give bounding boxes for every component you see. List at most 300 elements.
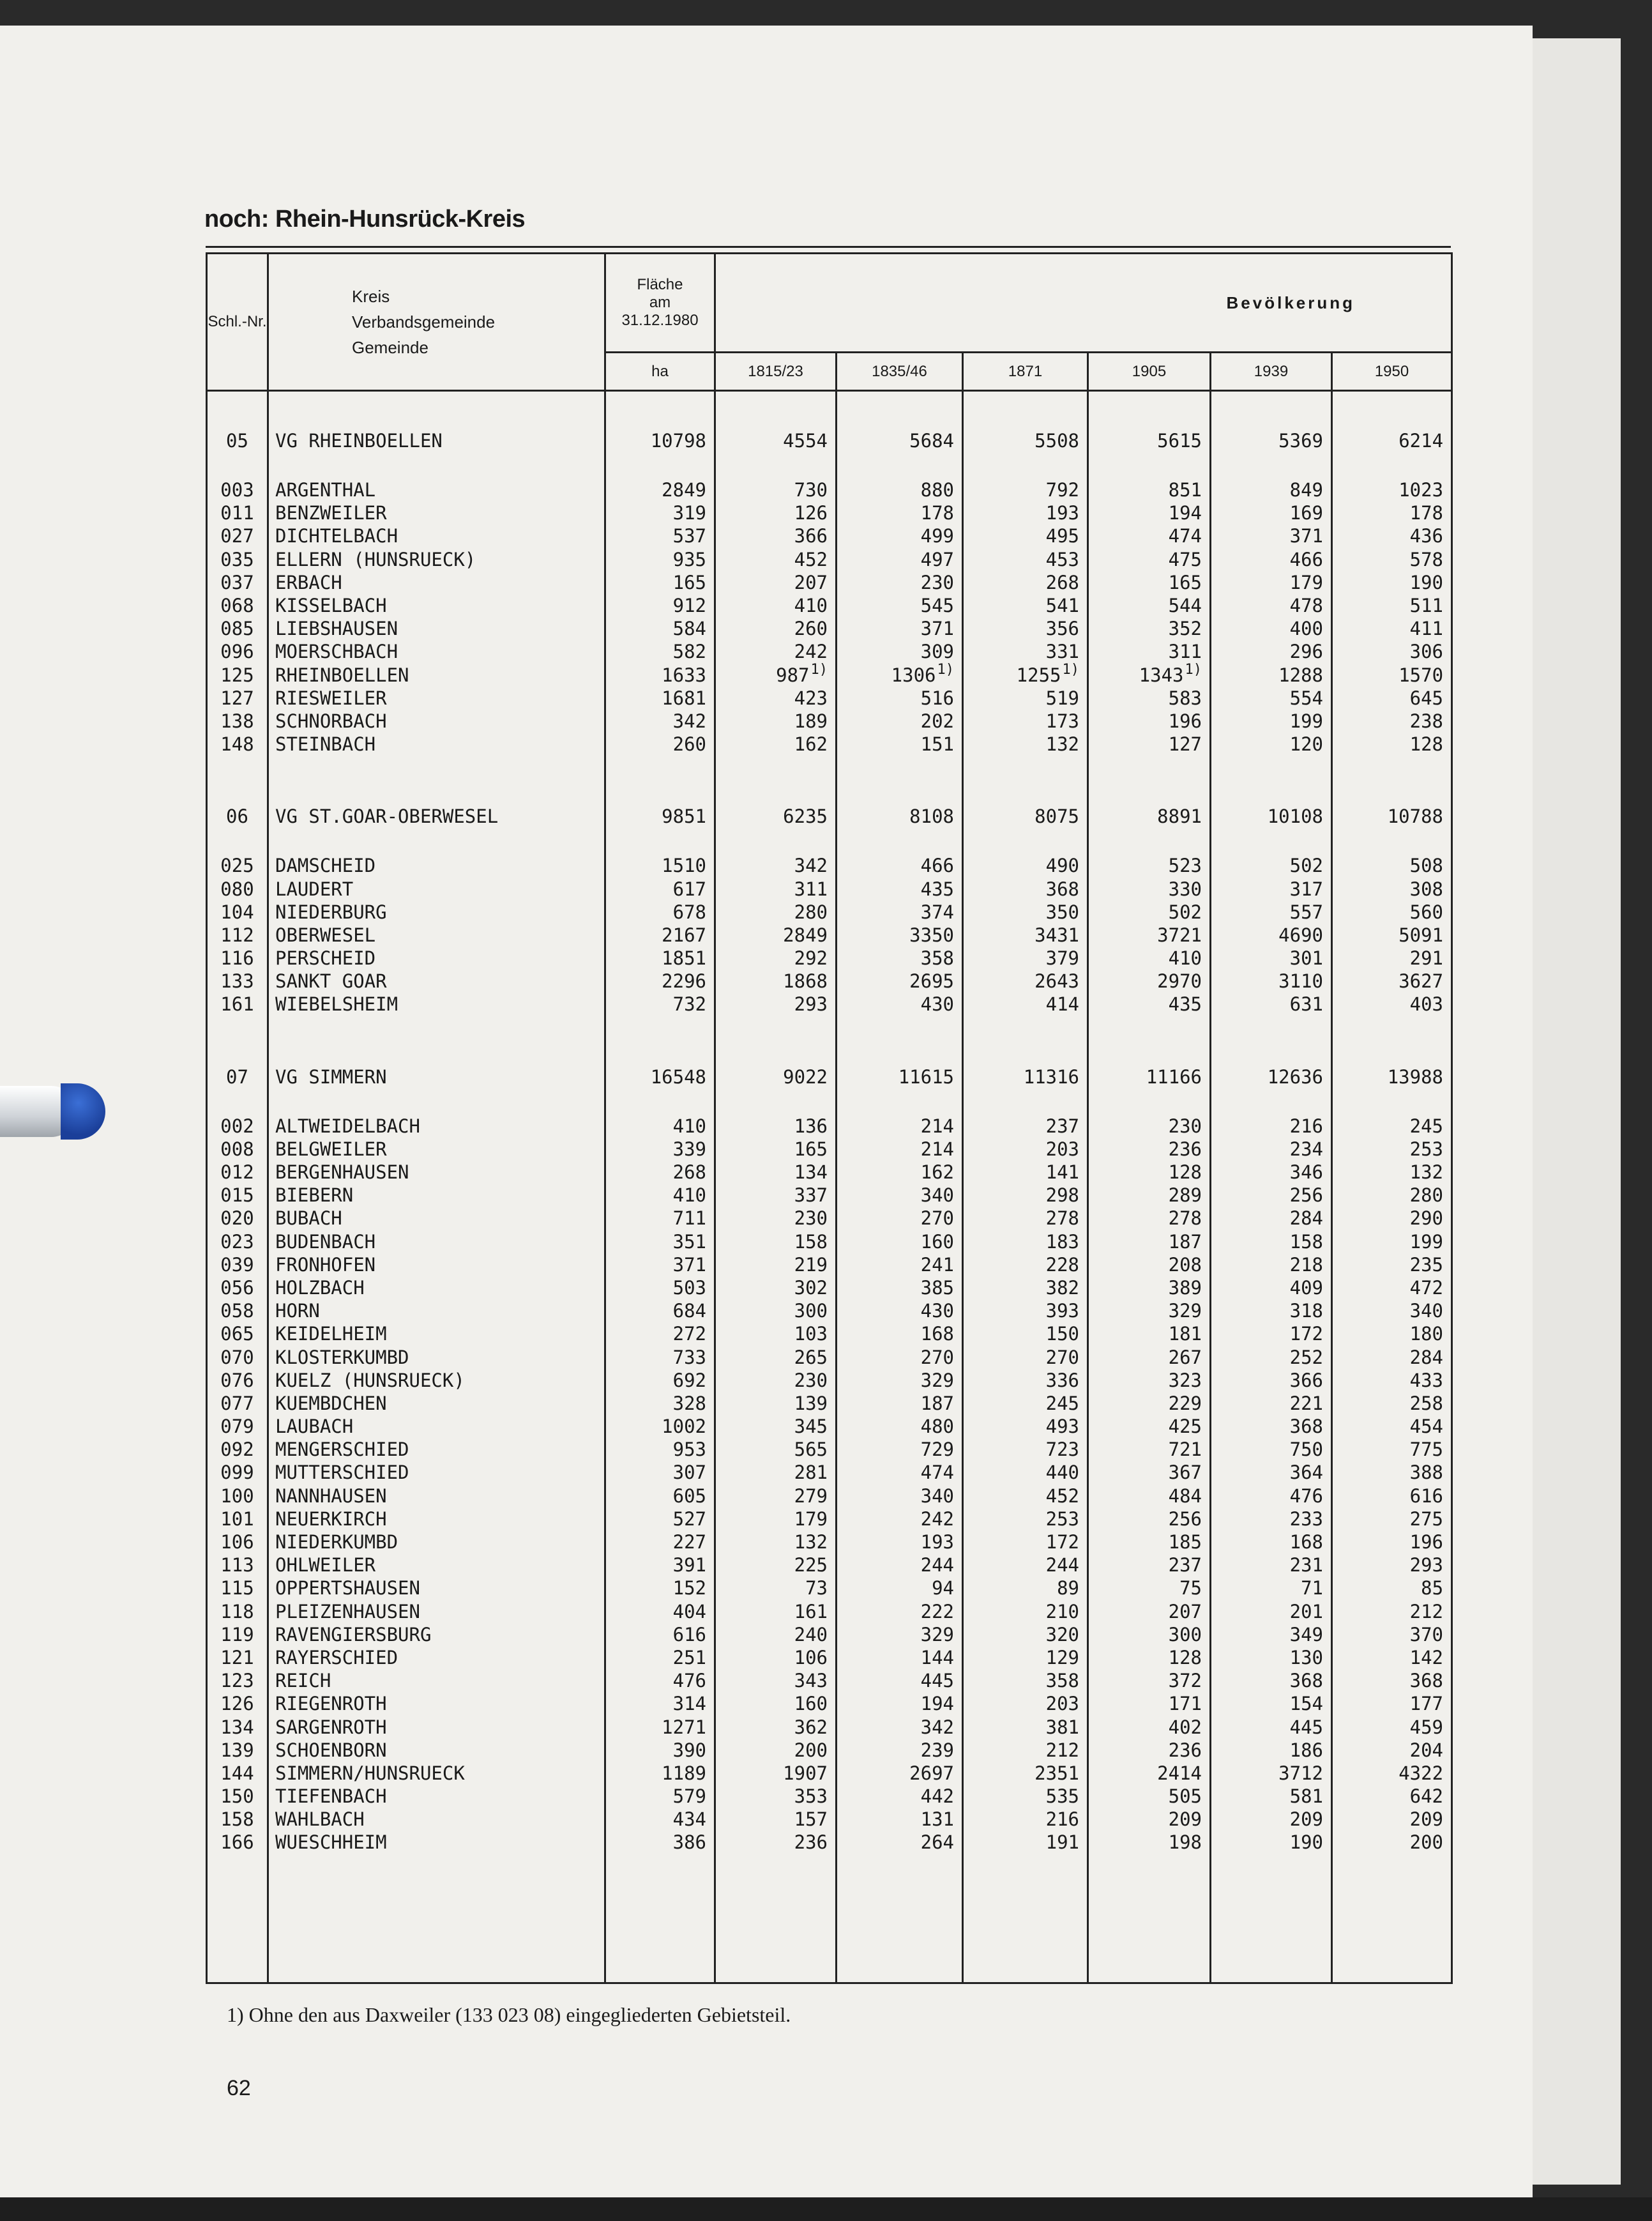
blank-cell [268, 1854, 605, 1983]
name-cell: KLOSTERKUMBD [268, 1345, 605, 1368]
schl-nr-cell: 077 [207, 1392, 268, 1415]
value-cell: 128 [1088, 1646, 1211, 1669]
value-cell: 2643 [963, 970, 1088, 993]
value-cell: 165 [605, 571, 715, 594]
value-cell: 309 [837, 640, 963, 663]
name-cell: MOERSCHBACH [268, 640, 605, 663]
value-cell: 203 [963, 1692, 1088, 1715]
value-cell: 391 [605, 1553, 715, 1576]
value-cell: 200 [1332, 1831, 1452, 1854]
schl-nr-cell: 002 [207, 1115, 268, 1138]
table-row [207, 1415, 1452, 1438]
value-cell: 484 [1088, 1484, 1211, 1507]
schl-nr-cell: 008 [207, 1138, 268, 1161]
value-cell: 132 [963, 733, 1088, 756]
value-cell: 935 [605, 548, 715, 571]
value-cell: 221 [1211, 1392, 1332, 1415]
blank-cell [605, 455, 715, 478]
value-cell: 346 [1211, 1161, 1332, 1184]
value-cell: 207 [715, 571, 837, 594]
value-cell: 1255$^{1)}$ [963, 664, 1088, 687]
value-cell: 435 [837, 877, 963, 900]
blank-cell [1332, 831, 1452, 854]
value-cell: 723 [963, 1438, 1088, 1461]
spacer-row [207, 455, 1452, 478]
schl-nr-cell: 027 [207, 524, 268, 547]
value-cell: 268 [963, 571, 1088, 594]
name-cell: ELLERN (HUNSRUECK) [268, 548, 605, 571]
blank-cell [605, 391, 715, 427]
table-row [207, 1530, 1452, 1553]
spacer-row [207, 831, 1452, 854]
value-cell: 9022 [715, 1062, 837, 1092]
value-cell: 1681 [605, 687, 715, 710]
value-cell: 244 [837, 1553, 963, 1576]
value-cell: 298 [963, 1184, 1088, 1207]
value-cell: 775 [1332, 1438, 1452, 1461]
value-cell: 502 [1088, 901, 1211, 924]
value-cell: 490 [963, 854, 1088, 877]
value-cell: 204 [1332, 1739, 1452, 1762]
value-cell: 193 [963, 501, 1088, 524]
value-cell: 368 [1211, 1669, 1332, 1692]
value-cell: 240 [715, 1623, 837, 1646]
schl-nr-cell: 096 [207, 640, 268, 663]
schl-nr-cell: 118 [207, 1600, 268, 1623]
blank-cell [268, 391, 605, 427]
vg-row [207, 802, 1452, 831]
value-cell: 320 [963, 1623, 1088, 1646]
value-cell: 302 [715, 1276, 837, 1299]
value-cell: 2849 [605, 478, 715, 501]
schl-nr-cell: 115 [207, 1576, 268, 1599]
name-cell: SARGENROTH [268, 1715, 605, 1738]
value-cell: 912 [605, 594, 715, 617]
value-cell: 318 [1211, 1299, 1332, 1322]
pen-cap [61, 1083, 105, 1140]
name-cell: BENZWEILER [268, 501, 605, 524]
blank-cell [1211, 1092, 1332, 1115]
value-cell: 368 [963, 877, 1088, 900]
value-cell: 181 [1088, 1322, 1211, 1345]
value-cell: 199 [1332, 1230, 1452, 1253]
value-cell: 319 [605, 501, 715, 524]
blank-cell [207, 1016, 268, 1062]
value-cell: 2849 [715, 924, 837, 947]
blank-cell [268, 1092, 605, 1115]
value-cell: 442 [837, 1785, 963, 1808]
value-cell: 423 [715, 687, 837, 710]
value-cell: 239 [837, 1739, 963, 1762]
value-cell: 430 [837, 1299, 963, 1322]
table-row [207, 1230, 1452, 1253]
value-cell: 453 [963, 548, 1088, 571]
value-cell: 139 [715, 1392, 837, 1415]
blank-cell [1332, 455, 1452, 478]
value-cell: 216 [1211, 1115, 1332, 1138]
value-cell: 3627 [1332, 970, 1452, 993]
value-cell: 120 [1211, 733, 1332, 756]
table-row [207, 1461, 1452, 1484]
schl-nr-cell: 037 [207, 571, 268, 594]
value-cell: 230 [1088, 1115, 1211, 1138]
value-cell: 366 [715, 524, 837, 547]
value-cell: 267 [1088, 1345, 1211, 1368]
value-cell: 253 [1332, 1138, 1452, 1161]
table-row [207, 901, 1452, 924]
value-cell: 1510 [605, 854, 715, 877]
table-row [207, 733, 1452, 756]
header-schl-nr: Schl.-Nr. [207, 254, 268, 391]
value-cell: 1271 [605, 1715, 715, 1738]
blank-cell [207, 1854, 268, 1983]
table-row [207, 924, 1452, 947]
value-cell: 253 [963, 1507, 1088, 1530]
value-cell: 228 [963, 1253, 1088, 1276]
schl-nr-cell: 012 [207, 1161, 268, 1184]
table-row [207, 1392, 1452, 1415]
name-cell: VG SIMMERN [268, 1062, 605, 1092]
value-cell: 358 [963, 1669, 1088, 1692]
value-cell: 2167 [605, 924, 715, 947]
value-cell: 127 [1088, 733, 1211, 756]
value-cell: 251 [605, 1646, 715, 1669]
value-cell: 13988 [1332, 1062, 1452, 1092]
value-cell: 2414 [1088, 1762, 1211, 1785]
value-cell: 201 [1211, 1600, 1332, 1623]
table-row [207, 970, 1452, 993]
blank-cell [207, 831, 268, 854]
header-kreis-line: Gemeinde [352, 338, 428, 357]
value-cell: 554 [1211, 687, 1332, 710]
schl-nr-cell: 158 [207, 1808, 268, 1831]
value-cell: 265 [715, 1345, 837, 1368]
value-cell: 212 [963, 1739, 1088, 1762]
value-cell: 403 [1332, 993, 1452, 1016]
spacer-row [207, 756, 1452, 802]
value-cell: 173 [963, 710, 1088, 733]
value-cell: 527 [605, 1507, 715, 1530]
value-cell: 3721 [1088, 924, 1211, 947]
value-cell: 342 [605, 710, 715, 733]
value-cell: 472 [1332, 1276, 1452, 1299]
value-cell: 214 [837, 1115, 963, 1138]
name-cell: DAMSCHEID [268, 854, 605, 877]
blank-cell [963, 756, 1088, 802]
value-cell: 258 [1332, 1392, 1452, 1415]
table-row [207, 993, 1452, 1016]
value-cell: 10108 [1211, 802, 1332, 831]
blank-cell [1088, 391, 1211, 427]
value-cell: 234 [1211, 1138, 1332, 1161]
value-cell: 466 [1211, 548, 1332, 571]
value-cell: 616 [1332, 1484, 1452, 1507]
population-table [206, 252, 1453, 1984]
header-year: 1815/23 [715, 353, 837, 391]
value-cell: 353 [715, 1785, 837, 1808]
name-cell: REICH [268, 1669, 605, 1692]
value-cell: 459 [1332, 1715, 1452, 1738]
value-cell: 308 [1332, 877, 1452, 900]
table-row [207, 854, 1452, 877]
schl-nr-cell: 112 [207, 924, 268, 947]
name-cell: OPPERTSHAUSEN [268, 1576, 605, 1599]
name-cell: SCHOENBORN [268, 1739, 605, 1762]
blank-cell [963, 1854, 1088, 1983]
blank-cell [1332, 1092, 1452, 1115]
blank-cell [1088, 455, 1211, 478]
spacer-row [207, 1092, 1452, 1115]
value-cell: 371 [1211, 524, 1332, 547]
header-bevoelkerung: Bevölkerung [715, 254, 1452, 353]
name-cell: KUEMBDCHEN [268, 1392, 605, 1415]
blank-cell [1088, 1854, 1211, 1983]
page-heading: noch: Rhein-Hunsrück-Kreis [204, 206, 526, 233]
blank-cell [963, 1016, 1088, 1062]
value-cell: 2970 [1088, 970, 1211, 993]
value-cell: 275 [1332, 1507, 1452, 1530]
name-cell: BELGWEILER [268, 1138, 605, 1161]
schl-nr-cell: 121 [207, 1646, 268, 1669]
value-cell: 519 [963, 687, 1088, 710]
value-cell: 440 [963, 1461, 1088, 1484]
value-cell: 89 [963, 1576, 1088, 1599]
header-year: 1950 [1332, 353, 1452, 391]
schl-nr-cell: 119 [207, 1623, 268, 1646]
blank-cell [963, 455, 1088, 478]
pen-icon [0, 1080, 105, 1143]
value-cell: 152 [605, 1576, 715, 1599]
value-cell: 199 [1211, 710, 1332, 733]
value-cell: 729 [837, 1438, 963, 1461]
value-cell: 289 [1088, 1184, 1211, 1207]
value-cell: 186 [1211, 1739, 1332, 1762]
value-cell: 128 [1332, 733, 1452, 756]
value-cell: 237 [963, 1115, 1088, 1138]
value-cell: 162 [715, 733, 837, 756]
blank-cell [268, 831, 605, 854]
value-cell: 270 [963, 1345, 1088, 1368]
schl-nr-cell: 148 [207, 733, 268, 756]
value-cell: 1288 [1211, 664, 1332, 687]
blank-cell [715, 831, 837, 854]
name-cell: HOLZBACH [268, 1276, 605, 1299]
value-cell: 390 [605, 1739, 715, 1762]
header-year: 1871 [963, 353, 1088, 391]
value-cell: 317 [1211, 877, 1332, 900]
blank-cell [715, 756, 837, 802]
table-row [207, 1184, 1452, 1207]
name-cell: BUBACH [268, 1207, 605, 1230]
name-cell: RIEGENROTH [268, 1692, 605, 1715]
value-cell: 129 [963, 1646, 1088, 1669]
blank-cell [605, 756, 715, 802]
blank-cell [715, 1016, 837, 1062]
value-cell: 5369 [1211, 426, 1332, 455]
value-cell: 645 [1332, 687, 1452, 710]
table-row [207, 594, 1452, 617]
value-cell: 314 [605, 1692, 715, 1715]
schl-nr-cell: 06 [207, 802, 268, 831]
spacer-row [207, 1016, 1452, 1062]
value-cell: 410 [715, 594, 837, 617]
value-cell: 16548 [605, 1062, 715, 1092]
value-cell: 180 [1332, 1322, 1452, 1345]
value-cell: 578 [1332, 548, 1452, 571]
value-cell: 222 [837, 1600, 963, 1623]
value-cell: 331 [963, 640, 1088, 663]
name-cell: WUESCHHEIM [268, 1831, 605, 1854]
value-cell: 434 [605, 1808, 715, 1831]
footnote: 1) Ohne den aus Daxweiler (133 023 08) eingegliederten Gebietsteil. [227, 2003, 791, 2026]
blank-cell [207, 455, 268, 478]
name-cell: NEUERKIRCH [268, 1507, 605, 1530]
value-cell: 430 [837, 993, 963, 1016]
value-cell: 475 [1088, 548, 1211, 571]
value-cell: 151 [837, 733, 963, 756]
schl-nr-cell: 104 [207, 901, 268, 924]
blank-cell [715, 391, 837, 427]
value-cell: 154 [1211, 1692, 1332, 1715]
table-row [207, 571, 1452, 594]
value-cell: 229 [1088, 1392, 1211, 1415]
value-cell: 132 [1332, 1161, 1452, 1184]
table-row [207, 1831, 1452, 1854]
value-cell: 732 [605, 993, 715, 1016]
blank-cell [1332, 391, 1452, 427]
value-cell: 194 [837, 1692, 963, 1715]
blank-cell [207, 756, 268, 802]
value-cell: 411 [1332, 617, 1452, 640]
value-cell: 245 [1332, 1115, 1452, 1138]
value-cell: 131 [837, 1808, 963, 1831]
name-cell: RAYERSCHIED [268, 1646, 605, 1669]
value-cell: 386 [605, 1831, 715, 1854]
value-cell: 296 [1211, 640, 1332, 663]
value-cell: 323 [1088, 1369, 1211, 1392]
value-cell: 172 [963, 1530, 1088, 1553]
table-row [207, 1576, 1452, 1599]
schl-nr-cell: 076 [207, 1369, 268, 1392]
value-cell: 245 [963, 1392, 1088, 1415]
blank-cell [1088, 1016, 1211, 1062]
schl-nr-cell: 039 [207, 1253, 268, 1276]
value-cell: 306 [1332, 640, 1452, 663]
value-cell: 284 [1211, 1207, 1332, 1230]
value-cell: 11316 [963, 1062, 1088, 1092]
table-row [207, 1669, 1452, 1692]
schl-nr-cell: 065 [207, 1322, 268, 1345]
value-cell: 190 [1332, 571, 1452, 594]
value-cell: 511 [1332, 594, 1452, 617]
value-cell: 605 [605, 1484, 715, 1507]
table-row [207, 1808, 1452, 1831]
value-cell: 165 [715, 1138, 837, 1161]
value-cell: 301 [1211, 947, 1332, 970]
footnote-mark: 1) [1062, 661, 1079, 678]
schl-nr-cell: 134 [207, 1715, 268, 1738]
value-cell: 128 [1088, 1161, 1211, 1184]
value-cell: 849 [1211, 478, 1332, 501]
value-cell: 236 [1088, 1739, 1211, 1762]
value-cell: 231 [1211, 1553, 1332, 1576]
blank-cell [207, 1092, 268, 1115]
name-cell: SCHNORBACH [268, 710, 605, 733]
value-cell: 311 [715, 877, 837, 900]
value-cell: 281 [715, 1461, 837, 1484]
schl-nr-cell: 085 [207, 617, 268, 640]
value-cell: 233 [1211, 1507, 1332, 1530]
blank-cell [1211, 391, 1332, 427]
spacer-row [207, 391, 1452, 427]
value-cell: 260 [605, 733, 715, 756]
blank-cell [1332, 1854, 1452, 1983]
value-cell: 1189 [605, 1762, 715, 1785]
value-cell: 851 [1088, 478, 1211, 501]
value-cell: 3350 [837, 924, 963, 947]
table-row [207, 1785, 1452, 1808]
value-cell: 523 [1088, 854, 1211, 877]
schl-nr-cell: 020 [207, 1207, 268, 1230]
value-cell: 214 [837, 1138, 963, 1161]
value-cell: 711 [605, 1207, 715, 1230]
header-flaeche-line: Fläche [637, 276, 683, 294]
schl-nr-cell: 101 [207, 1507, 268, 1530]
value-cell: 256 [1211, 1184, 1332, 1207]
value-cell: 212 [1332, 1600, 1452, 1623]
value-cell: 495 [963, 524, 1088, 547]
value-cell: 5615 [1088, 426, 1211, 455]
schl-nr-cell: 05 [207, 426, 268, 455]
value-cell: 202 [837, 710, 963, 733]
value-cell: 1851 [605, 947, 715, 970]
value-cell: 368 [1332, 1669, 1452, 1692]
value-cell: 3110 [1211, 970, 1332, 993]
value-cell: 435 [1088, 993, 1211, 1016]
value-cell: 1633 [605, 664, 715, 687]
value-cell: 342 [837, 1715, 963, 1738]
name-cell: NANNHAUSEN [268, 1484, 605, 1507]
table-row [207, 710, 1452, 733]
value-cell: 336 [963, 1369, 1088, 1392]
schl-nr-cell: 127 [207, 687, 268, 710]
value-cell: 196 [1088, 710, 1211, 733]
header-flaeche-line: 31.12.1980 [621, 312, 699, 330]
header-year: 1835/46 [837, 353, 963, 391]
page-number: 62 [227, 2076, 251, 2100]
value-cell: 278 [963, 1207, 1088, 1230]
value-cell: 3712 [1211, 1762, 1332, 1785]
value-cell: 150 [963, 1322, 1088, 1345]
next-page-edge [1533, 38, 1621, 2185]
value-cell: 177 [1332, 1692, 1452, 1715]
blank-cell [1088, 831, 1211, 854]
name-cell: OBERWESEL [268, 924, 605, 947]
value-cell: 252 [1211, 1345, 1332, 1368]
value-cell: 208 [1088, 1253, 1211, 1276]
value-cell: 684 [605, 1299, 715, 1322]
value-cell: 168 [837, 1322, 963, 1345]
value-cell: 692 [605, 1369, 715, 1392]
vg-row [207, 1062, 1452, 1092]
value-cell: 4322 [1332, 1762, 1452, 1785]
name-cell: OHLWEILER [268, 1553, 605, 1576]
value-cell: 203 [963, 1138, 1088, 1161]
table-row [207, 1623, 1452, 1646]
footnote-mark: 1) [810, 661, 828, 678]
value-cell: 75 [1088, 1576, 1211, 1599]
table-body [207, 391, 1452, 1983]
